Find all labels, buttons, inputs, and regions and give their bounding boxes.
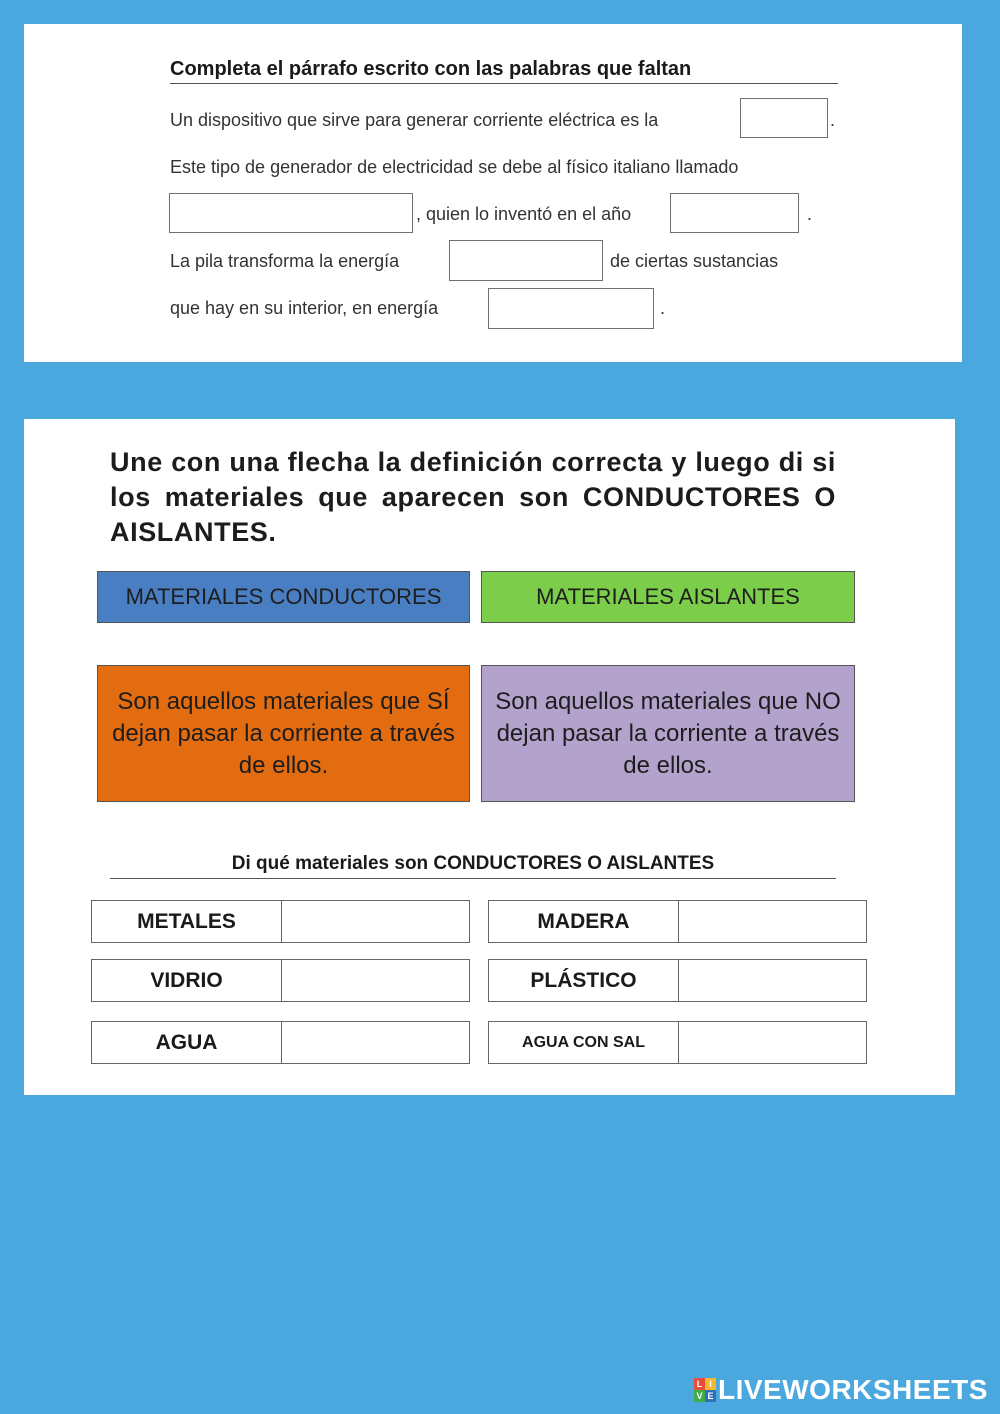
fill-blanks-panel [24, 24, 962, 362]
material-label: METALES [92, 901, 282, 942]
sentence-5-period: . [660, 298, 666, 318]
material-label: PLÁSTICO [489, 960, 679, 1001]
material-row-metales [91, 900, 470, 943]
material-label: MADERA [489, 901, 679, 942]
sentence-3-period: . [807, 204, 813, 224]
sentence-2: Este tipo de generador de electricidad se debe al físico italiano llamado [170, 157, 739, 177]
material-row-madera [488, 900, 867, 943]
conductores-header-box[interactable] [97, 571, 470, 623]
aislantes-header-label: MATERIALES AISLANTES [536, 584, 800, 609]
matching-instructions: Une con una flecha la definición correcta y luego di si los materiales que aparecen son CONDUCTORES O AISLANTES. [110, 447, 836, 547]
sentence-4: La pila transforma la energía [170, 251, 400, 271]
sentence-3: , quien lo inventó en el año [416, 204, 632, 224]
sentence-5: que hay en su interior, en energía [170, 298, 439, 318]
material-label: AGUA [92, 1022, 282, 1063]
material-label: AGUA CON SAL [489, 1022, 679, 1063]
blank-physicist[interactable] [169, 193, 413, 233]
blank-energy-result[interactable] [488, 288, 654, 329]
sentence-1-period: . [830, 110, 836, 130]
conductores-header-label: MATERIALES CONDUCTORES [125, 584, 442, 609]
sentence-4-end: de ciertas sustancias [610, 251, 779, 271]
blank-year[interactable] [670, 193, 799, 233]
material-answer-box[interactable] [679, 960, 866, 1001]
brand-name: LIVEWORKSHEETS [718, 1374, 988, 1405]
logo-letter: V [694, 1390, 705, 1402]
material-answer-box[interactable] [282, 960, 469, 1001]
sentence-1: Un dispositivo que sirve para generar corriente eléctrica es la [170, 110, 659, 130]
material-answer-box[interactable] [282, 1022, 469, 1063]
logo-letter: L [694, 1378, 705, 1390]
fill-blanks-title: Completa el párrafo escrito con las palabras que faltan [170, 58, 838, 84]
material-answer-box[interactable] [679, 1022, 866, 1063]
material-answer-box[interactable] [679, 901, 866, 942]
liveworksheets-brand[interactable] [694, 1374, 988, 1406]
definition-aislantes-box[interactable] [481, 665, 855, 802]
definition-aislantes-text: Son aquellos materiales que NO dejan pasar la corriente a través de ellos. [495, 687, 841, 779]
classify-subtitle: Di qué materiales son CONDUCTORES O AISLANTES [110, 853, 836, 879]
material-row-agua-con-sal [488, 1021, 867, 1064]
liveworksheets-logo-icon [694, 1378, 716, 1402]
materials-panel [24, 419, 955, 1095]
material-row-agua [91, 1021, 470, 1064]
blank-energy-type[interactable] [449, 240, 603, 281]
aislantes-header-box[interactable] [481, 571, 855, 623]
logo-letter: I [705, 1378, 716, 1390]
logo-letter: E [705, 1390, 716, 1402]
material-row-vidrio [91, 959, 470, 1002]
blank-device[interactable] [740, 98, 828, 138]
material-label: VIDRIO [92, 960, 282, 1001]
material-row-plastico [488, 959, 867, 1002]
material-answer-box[interactable] [282, 901, 469, 942]
definition-conductores-box[interactable] [97, 665, 470, 802]
definition-conductores-text: Son aquellos materiales que SÍ dejan pasar la corriente a través de ellos. [112, 687, 455, 779]
